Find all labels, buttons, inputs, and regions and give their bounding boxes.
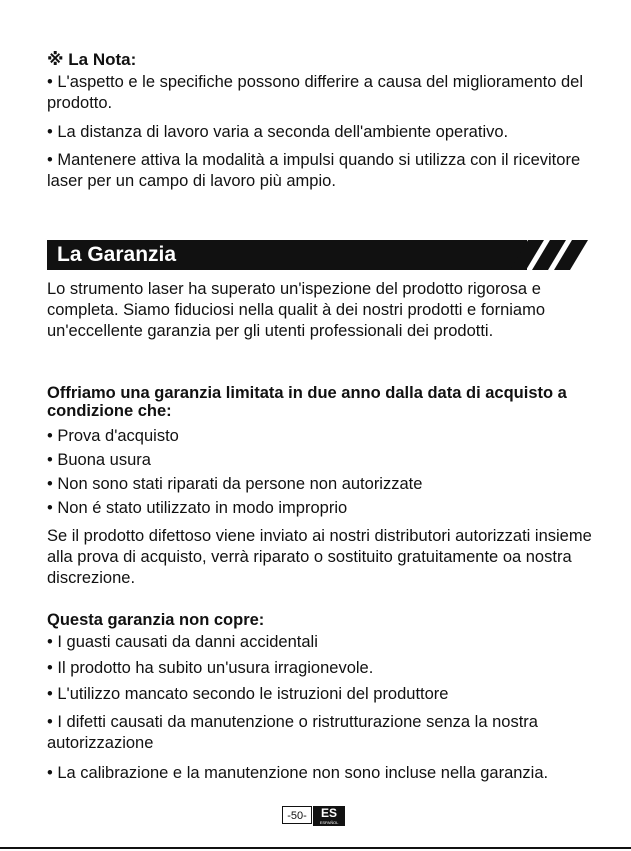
- note-item-distance: • La distanza di lavoro varia a seconda dell'ambiente operativo.: [47, 123, 509, 141]
- repair-paragraph: Se il prodotto difettoso viene inviato ai nostri distributori autorizzati insieme alla prova di acquisto, verrà riparato o sostituito gratuitamente oa nostra discrezione.: [47, 527, 592, 587]
- warranty-title: La Garanzia: [57, 243, 177, 266]
- condition-item: • Buona usura: [47, 451, 151, 469]
- warranty-banner: [47, 240, 527, 270]
- page-footer: [282, 806, 345, 826]
- limited-warranty-heading: Offriamo una garanzia limitata in due anno dalla data di acquisto a condizione che:: [47, 384, 567, 420]
- banner-stripes-decoration: [510, 240, 590, 270]
- page-number: -50-: [282, 806, 312, 824]
- condition-item: • Non sono stati riparati da persone non autorizzate: [47, 475, 423, 493]
- note-heading: [47, 50, 136, 70]
- exclusion-item: • I difetti causati da manutenzione o ristrutturazione senza la nostra autorizzazione: [47, 713, 538, 752]
- language-subtitle: ESPAÑOL: [319, 820, 339, 825]
- condition-item: • Prova d'acquisto: [47, 427, 179, 445]
- warranty-intro: Lo strumento laser ha superato un'ispezione del prodotto rigorosa e completa. Siamo fiduciosi nella qualit à dei nostri prodotti e forniamo un'eccellente garanzia per gli utenti professionali dei prodotti.: [47, 280, 546, 340]
- reference-mark: ※: [47, 50, 64, 69]
- exclusions-heading: Questa garanzia non copre:: [47, 611, 265, 629]
- note-item-pulse-mode: • Mantenere attiva la modalità a impulsi quando si utilizza con il ricevitore laser per un campo di lavoro più ampio.: [47, 151, 581, 190]
- note-title: La Nota:: [68, 50, 137, 69]
- exclusion-item: • I guasti causati da danni accidentali: [47, 633, 318, 651]
- note-item-appearance: • L'aspetto e le specifiche possono differire a causa del miglioramento del prodotto.: [47, 73, 584, 112]
- language-badge: [313, 806, 345, 826]
- exclusion-item: • Il prodotto ha subito un'usura irragionevole.: [47, 659, 374, 677]
- condition-item: • Non é stato utilizzato in modo improprio: [47, 499, 348, 517]
- language-code: ES: [320, 806, 337, 820]
- bottom-rule: [0, 847, 631, 849]
- exclusion-item: • L'utilizzo mancato secondo le istruzioni del produttore: [47, 685, 449, 703]
- exclusion-item: • La calibrazione e la manutenzione non sono incluse nella garanzia.: [47, 764, 549, 782]
